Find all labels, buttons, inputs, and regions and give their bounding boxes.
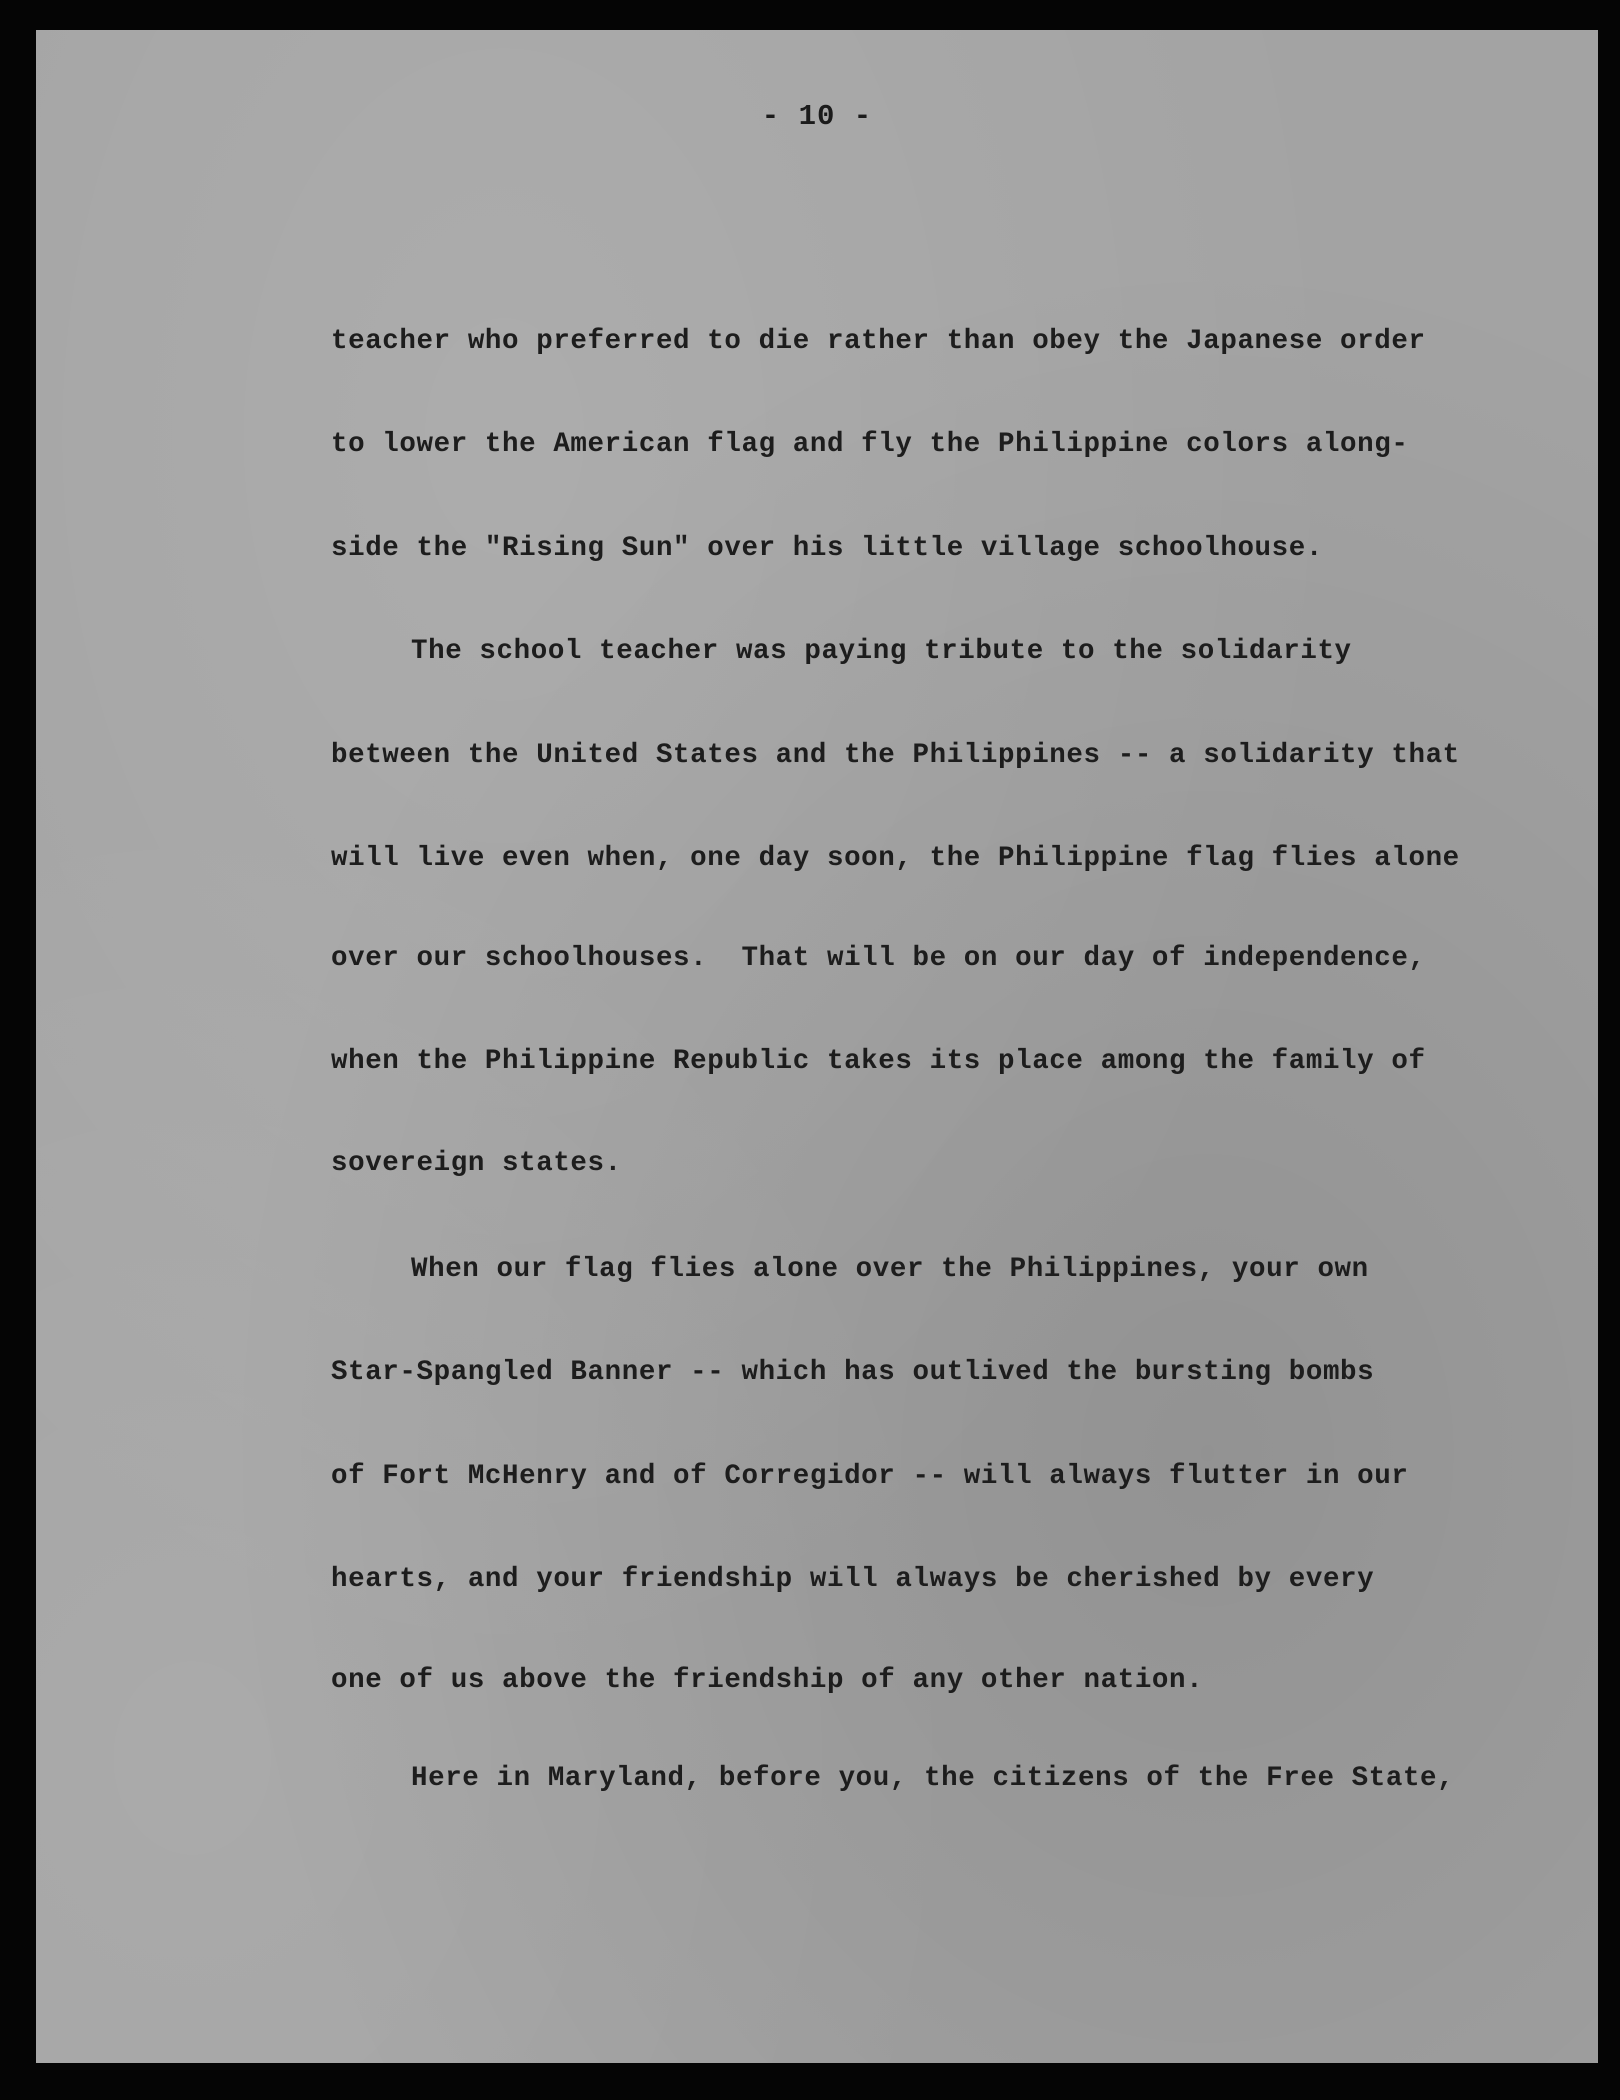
text-line: when the Philippine Republic takes its place among the family of xyxy=(331,1046,1426,1077)
paragraph-start-line: When our flag flies alone over the Philippines, your own xyxy=(411,1254,1369,1285)
text-line: over our schoolhouses. That will be on our day of independence, xyxy=(331,943,1426,974)
paragraph-start-line: Here in Maryland, before you, the citizens of the Free State, xyxy=(411,1763,1455,1794)
text-line: between the United States and the Philippines -- a solidarity that xyxy=(331,740,1460,771)
text-line: side the "Rising Sun" over his little village schoolhouse. xyxy=(331,533,1323,564)
paragraph-start-line: The school teacher was paying tribute to the solidarity xyxy=(411,636,1352,667)
text-line: one of us above the friendship of any other nation. xyxy=(331,1665,1204,1696)
text-line: of Fort McHenry and of Corregidor -- will always flutter in our xyxy=(331,1461,1409,1492)
page-number: - 10 - xyxy=(761,100,873,133)
text-line: will live even when, one day soon, the Philippine flag flies alone xyxy=(331,843,1460,874)
text-line: teacher who preferred to die rather than obey the Japanese order xyxy=(331,326,1426,357)
text-line: Star-Spangled Banner -- which has outlived the bursting bombs xyxy=(331,1357,1375,1388)
document-page xyxy=(36,30,1598,2063)
text-line: hearts, and your friendship will always be cherished by every xyxy=(331,1564,1375,1595)
text-line: sovereign states. xyxy=(331,1148,622,1179)
text-line: to lower the American flag and fly the Philippine colors along- xyxy=(331,429,1409,460)
